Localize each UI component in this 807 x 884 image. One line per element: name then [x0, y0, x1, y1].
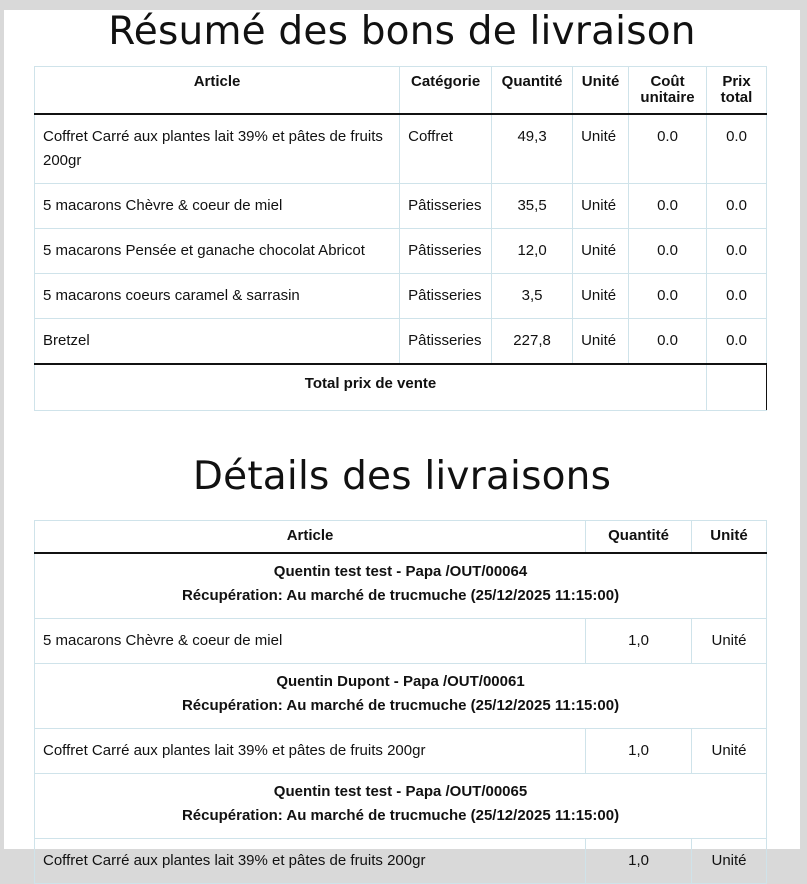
cell-unite: Unité — [692, 619, 767, 664]
cell-prix: 0.0 — [707, 319, 767, 365]
cell-categorie: Pâtisseries — [400, 274, 492, 319]
summary-title: Résumé des bons de livraison — [108, 9, 696, 54]
cell-unite: Unité — [573, 229, 629, 274]
report-page — [4, 9, 800, 869]
cell-categorie: Pâtisseries — [400, 229, 492, 274]
cell-categorie: Pâtisseries — [400, 184, 492, 229]
cell-quantite: 1,0 — [586, 729, 692, 774]
cell-unite: Unité — [692, 729, 767, 774]
cell-unite: Unité — [573, 114, 629, 184]
cell-prix: 0.0 — [707, 114, 767, 184]
summary-row — [35, 229, 767, 274]
summary-row — [35, 114, 767, 184]
summary-table — [34, 66, 767, 411]
delivery-group-row — [35, 553, 767, 619]
cell-quantite: 12,0 — [492, 229, 573, 274]
delivery-reference: Quentin test test - Papa /OUT/00064 — [273, 563, 528, 580]
details-table — [34, 520, 767, 884]
cell-quantite: 1,0 — [586, 839, 692, 884]
summary-total-row — [35, 364, 767, 411]
details-header-row — [35, 521, 767, 554]
cell-quantite: 49,3 — [492, 114, 573, 184]
delivery-pickup: Récupération: Au marché de trucmuche (25/12/2025 11:15:00) — [181, 587, 620, 604]
summary-row — [35, 184, 767, 229]
delivery-group-header — [35, 553, 767, 619]
cell-unite: Unité — [573, 274, 629, 319]
cell-quantite: 227,8 — [492, 319, 573, 365]
cell-article: 5 macarons Chèvre & coeur de miel — [35, 619, 586, 664]
cell-cout: 0.0 — [629, 184, 707, 229]
cout-line2: unitaire — [640, 89, 695, 106]
delivery-item-row — [35, 839, 767, 884]
cell-unite: Unité — [573, 184, 629, 229]
cell-prix: 0.0 — [707, 229, 767, 274]
prix-line2: total — [720, 89, 753, 106]
delivery-item-row — [35, 619, 767, 664]
cell-article: 5 macarons Chèvre & coeur de miel — [35, 184, 400, 229]
total-value — [707, 364, 767, 411]
col-header-article: Article — [35, 67, 400, 115]
cell-prix: 0.0 — [707, 274, 767, 319]
cell-prix: 0.0 — [707, 184, 767, 229]
delivery-reference: Quentin Dupont - Papa /OUT/00061 — [276, 673, 525, 690]
cell-article: 5 macarons Pensée et ganache chocolat Abricot — [35, 229, 400, 274]
cell-quantite: 3,5 — [492, 274, 573, 319]
cell-article: Coffret Carré aux plantes lait 39% et pâtes de fruits 200gr — [35, 114, 400, 184]
col-header-unite: Unité — [573, 67, 629, 115]
delivery-group-header — [35, 664, 767, 729]
col-header-categorie: Catégorie — [400, 67, 492, 115]
prix-line1: Prix — [722, 73, 751, 90]
cell-cout: 0.0 — [629, 229, 707, 274]
col-header-quantite: Quantité — [492, 67, 573, 115]
delivery-group-header — [35, 774, 767, 839]
cell-unite: Unité — [692, 839, 767, 884]
delivery-reference: Quentin test test - Papa /OUT/00065 — [273, 783, 528, 800]
cell-cout: 0.0 — [629, 274, 707, 319]
summary-header-row — [35, 67, 767, 115]
cout-line1: Coût — [650, 73, 685, 90]
cell-categorie: Coffret — [400, 114, 492, 184]
cell-categorie: Pâtisseries — [400, 319, 492, 365]
cell-cout: 0.0 — [629, 319, 707, 365]
cell-unite: Unité — [573, 319, 629, 365]
cell-quantite: 1,0 — [586, 619, 692, 664]
delivery-item-row — [35, 729, 767, 774]
total-label: Total prix de vente — [35, 364, 707, 411]
delivery-pickup: Récupération: Au marché de trucmuche (25/12/2025 11:15:00) — [181, 807, 620, 824]
details-title: Détails des livraisons — [192, 454, 612, 499]
delivery-group-row — [35, 664, 767, 729]
col-header-quantite: Quantité — [586, 521, 692, 554]
cell-article: Coffret Carré aux plantes lait 39% et pâtes de fruits 200gr — [35, 729, 586, 774]
cell-quantite: 35,5 — [492, 184, 573, 229]
cell-article: Bretzel — [35, 319, 400, 365]
cell-cout: 0.0 — [629, 114, 707, 184]
delivery-group-row — [35, 774, 767, 839]
col-header-cout-unitaire — [629, 67, 707, 115]
cell-article: Coffret Carré aux plantes lait 39% et pâtes de fruits 200gr — [35, 839, 586, 884]
col-header-unite: Unité — [692, 521, 767, 554]
cell-article: 5 macarons coeurs caramel & sarrasin — [35, 274, 400, 319]
delivery-pickup: Récupération: Au marché de trucmuche (25/12/2025 11:15:00) — [181, 697, 620, 714]
col-header-prix-total — [707, 67, 767, 115]
summary-row — [35, 274, 767, 319]
summary-row — [35, 319, 767, 365]
col-header-article: Article — [35, 521, 586, 554]
